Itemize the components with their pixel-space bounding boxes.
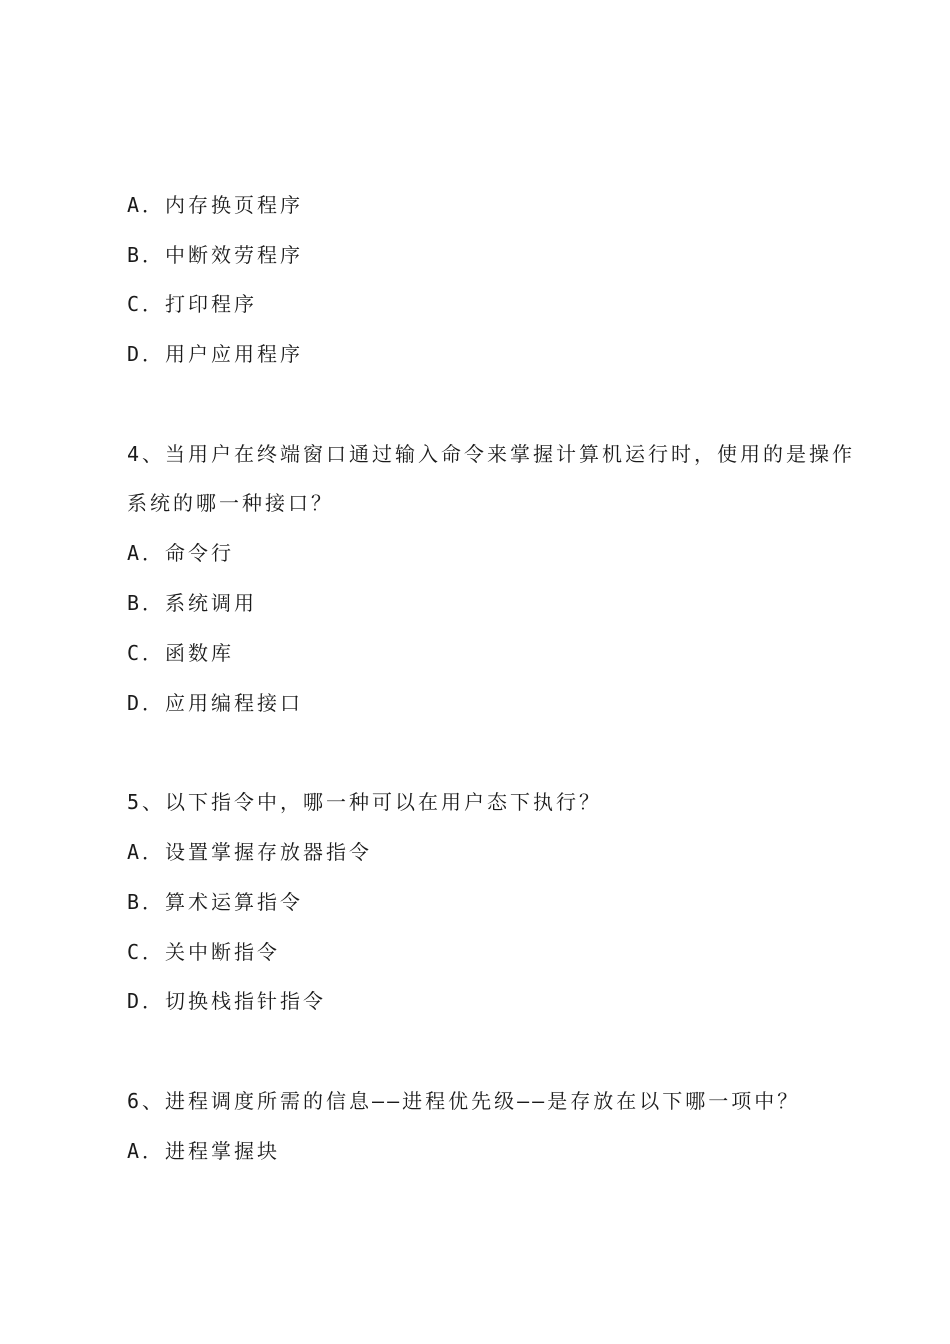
question-4-stem-line-1: 4、当用户在终端窗口通过输入命令来掌握计算机运行时，使用的是操作 <box>127 442 856 466</box>
question-4-option-a: A．命令行 <box>127 541 235 565</box>
question-5-option-d: D．切换栈指针指令 <box>127 989 327 1013</box>
question-5-option-c: C．关中断指令 <box>127 940 281 964</box>
question-5-option-a: A．设置掌握存放器指令 <box>127 840 373 864</box>
option-a: A．内存换页程序 <box>127 193 304 217</box>
question-4-option-b: B．系统调用 <box>127 591 258 615</box>
question-4-stem-line-2: 系统的哪一种接口？ <box>127 491 334 515</box>
option-c: C．打印程序 <box>127 292 258 316</box>
question-4-option-c: C．函数库 <box>127 641 235 665</box>
question-5-stem: 5、以下指令中，哪一种可以在用户态下执行？ <box>127 790 603 814</box>
question-4-option-d: D．应用编程接口 <box>127 691 304 715</box>
option-d: D．用户应用程序 <box>127 342 304 366</box>
question-5-option-b: B．算术运算指令 <box>127 890 304 914</box>
question-6-stem: 6、进程调度所需的信息——进程优先级——是存放在以下哪一项中？ <box>127 1089 801 1113</box>
question-6-option-a: A．进程掌握块 <box>127 1139 281 1163</box>
option-b: B．中断效劳程序 <box>127 243 304 267</box>
